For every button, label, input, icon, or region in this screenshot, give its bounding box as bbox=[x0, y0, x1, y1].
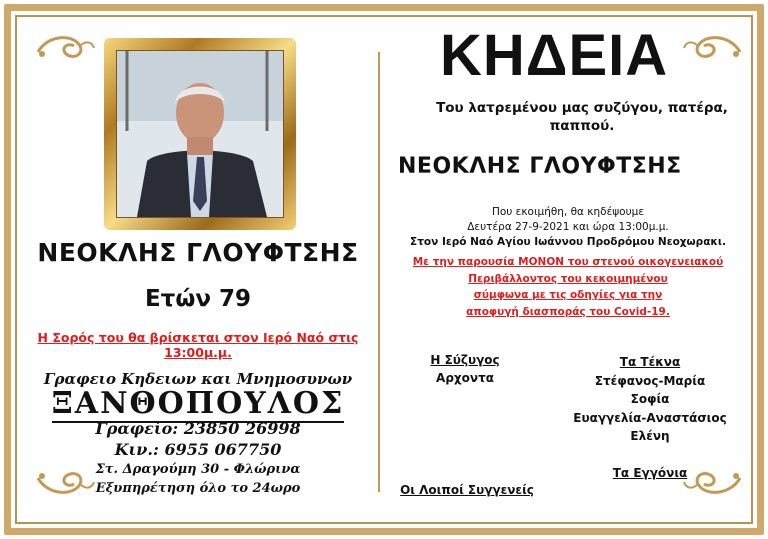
announcement-title: ΚΗΔΕΙΑ bbox=[440, 23, 669, 88]
deceased-name-left: ΝΕΟΚΛΗΣ ΓΛΟΥΦΤΣΗΣ bbox=[37, 238, 359, 267]
details-line-1: Που εκοιμήθη, θα κηδέψουμε bbox=[491, 206, 645, 218]
portrait-photo bbox=[116, 50, 284, 218]
child-3: Ευαγγελία-Αναστάσιος bbox=[573, 410, 727, 425]
funeral-home-heading: Γραφειο Κηδειων και Μνημοσυνων bbox=[43, 370, 353, 388]
deceased-name-right: ΝΕΟΚΛΗΣ ΓΛΟΥΦΤΣΗΣ bbox=[398, 154, 682, 179]
notice-line-4: αποφυγή διασποράς του Covid-19. bbox=[466, 305, 670, 318]
covid-notice bbox=[382, 254, 754, 320]
children-label: Τα Τέκνα bbox=[619, 355, 681, 369]
funeral-home-service: Εξυπηρέτηση όλο το 24ωρο bbox=[95, 481, 301, 496]
funeral-details bbox=[382, 205, 754, 250]
intro-text: Του λατρεμένου μας συζύγου, πατέρα, παππού. bbox=[436, 100, 728, 134]
details-line-2: Δευτέρα 27-9-2021 και ώρα 13:00μ.μ. bbox=[467, 221, 669, 233]
spouse-block bbox=[395, 353, 535, 385]
funeral-home-office-phone: Γραφείο: 23850 26998 bbox=[95, 419, 301, 438]
child-4: Ελένη bbox=[630, 429, 670, 443]
child-1: Στέφανος-Μαρία bbox=[594, 373, 706, 388]
details-line-3: Στον Ιερό Ναό Αγίου Ιωάννου Προδρόμου Νεοχωρακι. bbox=[410, 236, 726, 248]
relatives-label: Οι Λοιποί Συγγενείς bbox=[400, 483, 534, 497]
notice-line-1: Με την παρουσία ΜΟΝΟΝ του στενού οικογενειακού bbox=[412, 256, 724, 268]
notice-line-3: σύμφωνα με τις οδηγίες για την bbox=[473, 289, 663, 301]
funeral-home-brand-text: ΞΑΝΘΟΠΟΥΛΟΣ bbox=[51, 386, 345, 421]
funeral-home-address: Στ. Δραγούμη 30 - Φλώρινα bbox=[95, 462, 301, 477]
spouse-label: Η Σύζυγος bbox=[430, 353, 500, 367]
portrait-frame bbox=[104, 38, 296, 230]
grandchildren-label: Τα Εγγόνια bbox=[612, 466, 688, 480]
funeral-home-mobile-phone: Κιν.: 6955 067750 bbox=[114, 440, 282, 459]
child-2: Σοφία bbox=[630, 392, 670, 406]
children-block bbox=[560, 353, 740, 446]
center-divider bbox=[378, 52, 380, 492]
flourish-top-left-icon bbox=[34, 30, 98, 64]
notice-line-2: Περιβάλλοντος του κεκοιμημένου bbox=[468, 272, 668, 285]
funeral-home-brand bbox=[20, 386, 376, 421]
age: Ετών 79 bbox=[144, 286, 252, 312]
flourish-top-right-icon bbox=[680, 30, 744, 64]
spouse-name: Αρχοντα bbox=[436, 371, 494, 385]
casket-note: Η Σορός του θα βρίσκεται στον Ιερό Ναό στις 13:00μ.μ. bbox=[37, 330, 359, 360]
